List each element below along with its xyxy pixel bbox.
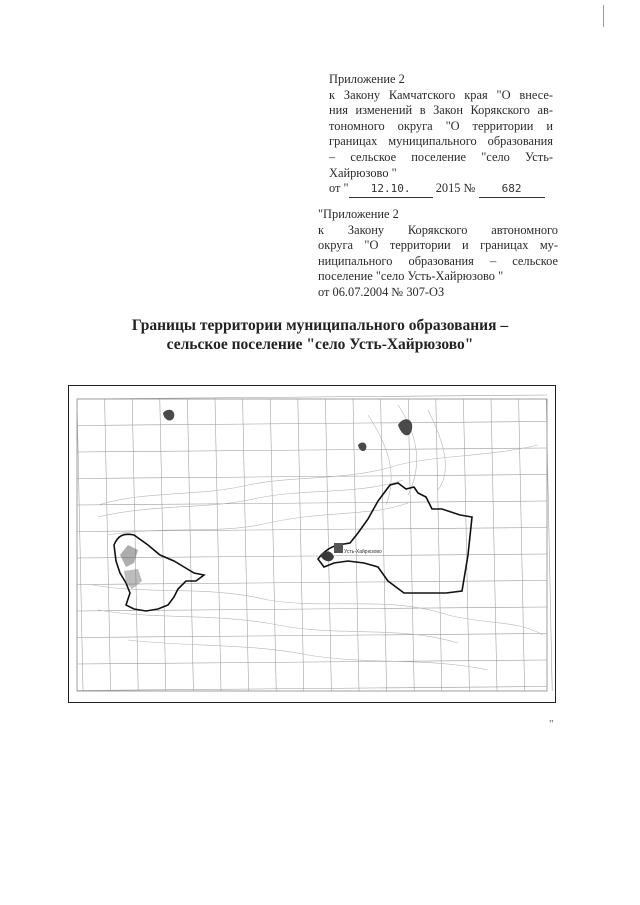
year-text: 2015 № [435,181,476,196]
annex-line: ния изменений в Закон Корякского ав- [329,103,553,118]
handwritten-date: 12.10. [349,181,433,198]
title-line: сельское поселение "село Усть-Хайрюзово" [166,336,474,353]
map-border [69,386,556,703]
annex-line: тономного округа "О территории и [329,118,553,133]
date-prefix: от " [329,181,349,196]
annex-line: поселение "село Усть-Хайрюзово " [318,269,504,284]
annex-line: – сельское поселение "село Усть- [329,149,553,164]
annex-heading: "Приложение 2 [318,207,399,221]
settlement-block [334,543,343,553]
handwritten-number: 682 [479,181,545,198]
annex-heading: Приложение 2 [329,72,405,86]
page-title [0,316,640,354]
annex-line: к Закону Камчатского края "О внесе- [329,87,553,102]
title-line: Границы территории муниципального образования – [131,317,509,334]
boundary-map [68,385,556,703]
page-edge-mark [603,5,604,27]
annex-date-line [329,181,553,198]
annex-original-block [318,207,558,301]
annex-line: от 06.07.2004 № 307-ОЗ [318,284,445,299]
annex-line: границах муниципального образования [329,134,553,149]
annex-line: округа "О территории и границах му- [318,238,558,253]
annex-line: Хайрюзово " [329,165,397,180]
annex-amendment-block [329,72,553,198]
annex-line: ниципального образования – сельское [318,253,558,268]
annex-line: к Закону Корякского автономного [318,222,558,237]
closing-quote: " [549,718,554,730]
settlement-label: Усть-Хайрюзово [344,549,382,555]
